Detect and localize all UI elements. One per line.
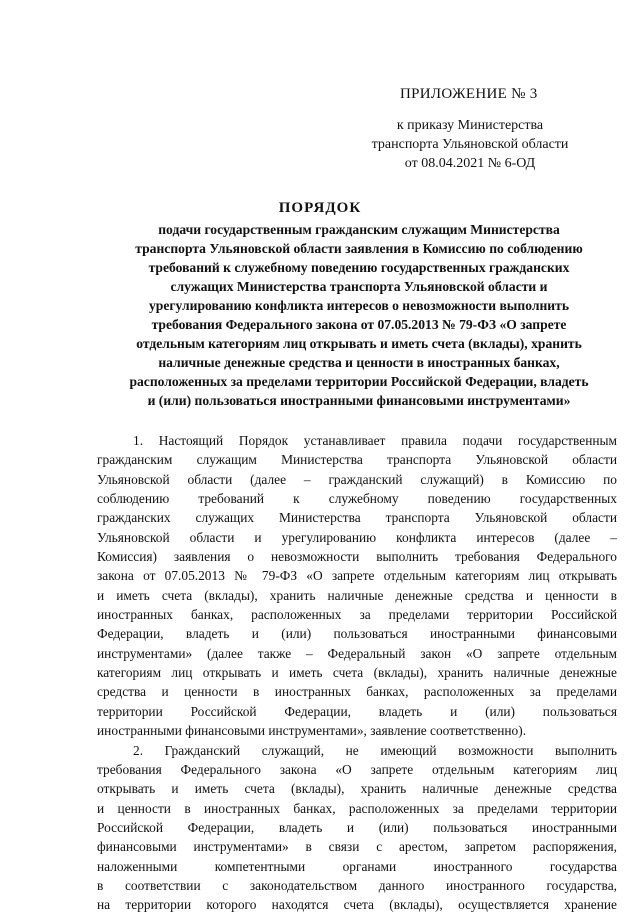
body-line: наложенными компетентными органами иностранного государства	[97, 858, 617, 874]
body-line: Комиссия) заявления о невозможности выполнить требования Федерального	[97, 549, 617, 565]
appendix-title: ПРИЛОЖЕНИЕ № 3	[400, 86, 538, 102]
body-line: инструментами» (далее также – Федеральный закон «О запрете отдельным	[97, 645, 617, 661]
paragraph-2	[97, 741, 617, 915]
subtitle-line: требований к служебному поведению государственных гражданских	[148, 260, 570, 275]
document-body	[97, 431, 617, 915]
subtitle-line: расположенных за пределами территории Российской Федерации, владеть	[129, 374, 589, 389]
subtitle-line: служащих Министерства транспорта Ульяновской области и	[170, 279, 548, 294]
body-line: открывать и иметь счета (вклады), хранить наличные денежные средства	[97, 781, 617, 797]
order-reference-line: транспорта Ульяновской области	[371, 137, 569, 152]
order-reference-line: от 08.04.2021 № 6-ОД	[404, 156, 536, 171]
order-reference	[340, 116, 600, 173]
subtitle-line: подачи государственным гражданским служащим Министерства	[158, 222, 560, 237]
body-line: 1. Настоящий Порядок устанавливает правила подачи государственным	[133, 433, 617, 448]
body-line: закона от 07.05.2013 № 79-ФЗ «О запрете отдельным категориям лиц открывать	[97, 568, 617, 584]
body-line: соблюдению требований к служебному поведению государственных	[97, 491, 617, 507]
subtitle-line: требования Федерального закона от 07.05.2013 № 79-ФЗ «О запрете	[151, 317, 567, 332]
order-reference-line: к приказу Министерства	[396, 118, 544, 133]
subtitle-line: урегулированию конфликта интересов о невозможности выполнить	[148, 298, 570, 313]
body-line: на территории которого находятся счета (вклады), осуществляется хранение	[97, 897, 617, 913]
paragraph-1	[97, 431, 617, 741]
body-line: Ульяновской области и урегулированию конфликта интересов (далее –	[97, 529, 617, 545]
body-line: в соответствии с законодательством данного иностранного государства,	[97, 877, 617, 893]
body-line: иностранными финансовыми инструментами», заявление соответственно).	[97, 723, 527, 739]
body-line: и иметь счета (вклады), хранить наличные денежные средства и ценности в	[97, 587, 617, 603]
document-title: ПОРЯДОК	[278, 200, 362, 216]
body-line: финансовыми инструментами» в связи с арестом, запретом распоряжения,	[97, 839, 617, 855]
body-line: и ценности в иностранных банках, расположенных за пределами территории	[97, 800, 617, 816]
body-line: территории Российской Федерации, владеть и (или) пользоваться	[97, 703, 617, 719]
subtitle-line: транспорта Ульяновской области заявления в Комиссию по соблюдению	[135, 241, 583, 256]
subtitle-line: отдельным категориям лиц открывать и иметь счета (вклады), хранить	[136, 336, 582, 351]
body-line: 2. Гражданский служащий, не имеющий возможности выполнить	[133, 742, 617, 758]
subtitle-line: и (или) пользоваться иностранными финансовыми инструментами»	[147, 393, 571, 408]
document-subtitle	[100, 220, 618, 410]
body-line: Федерации, владеть и (или) пользоваться иностранными финансовыми	[97, 626, 617, 642]
body-line: средства и ценности в иностранных банках, расположенных за пределами	[97, 684, 617, 700]
body-line: категориям лиц открывать и иметь счета (вклады), хранить наличные денежные	[97, 665, 617, 681]
body-line: Ульяновской области (далее – гражданский служащий) в Комиссию по	[97, 471, 617, 487]
body-line: иностранных банках, расположенных за пределами территории Российской	[97, 607, 617, 623]
subtitle-line: наличные денежные средства и ценности в иностранных банках,	[158, 355, 560, 370]
body-line: гражданским служащим Министерства транспорта Ульяновской области	[97, 452, 617, 468]
body-line: Российской Федерации, владеть и (или) пользоваться иностранными	[97, 819, 617, 835]
body-line: гражданских служащих Министерства транспорта Ульяновской области	[97, 510, 617, 526]
body-line: требования Федерального закона «О запрете отдельным категориям лиц	[97, 761, 617, 777]
